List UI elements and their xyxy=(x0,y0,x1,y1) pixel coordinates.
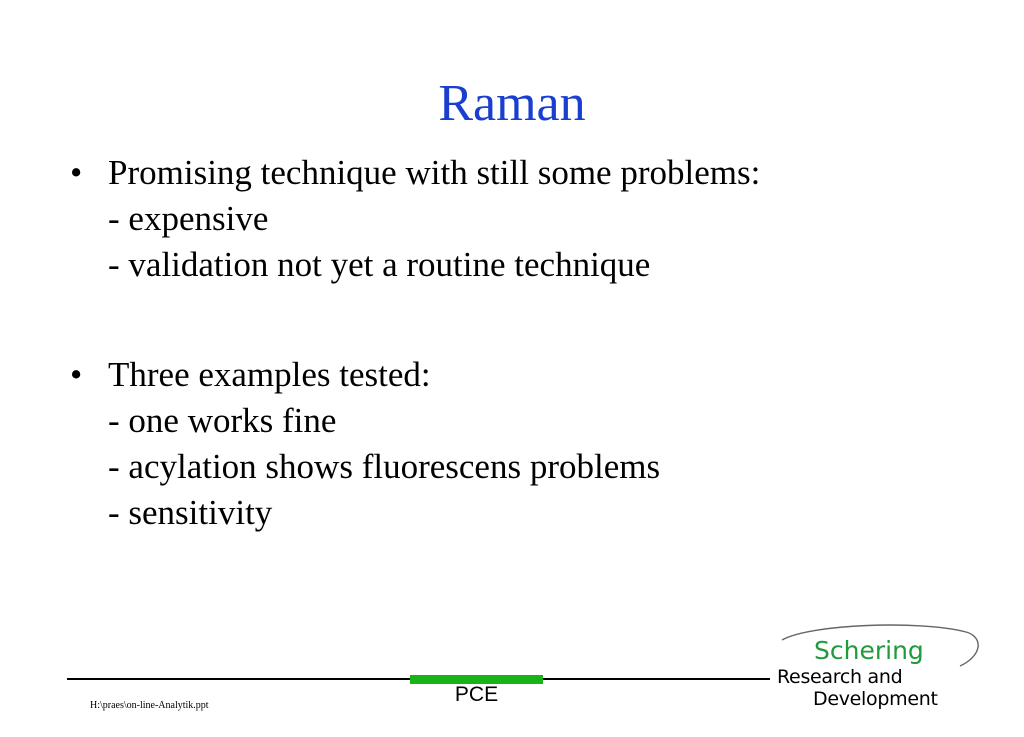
bullet-item xyxy=(70,352,990,536)
bullet-line: - expensive xyxy=(108,199,269,238)
bullet-marker: • xyxy=(70,153,83,192)
footer-file-path: H:\praes\on-line-Analytik.ppt xyxy=(90,700,209,711)
schering-logo xyxy=(770,622,984,714)
bullet-item xyxy=(70,150,990,288)
bullet-marker: • xyxy=(70,355,83,394)
logo-subtitle-line2: Development xyxy=(813,688,938,710)
slide-title: Raman xyxy=(438,75,586,132)
bullet-line: - acylation shows fluorescens problems xyxy=(108,447,661,486)
footer-label: PCE xyxy=(454,683,499,706)
bullet-line: - validation not yet a routine technique xyxy=(108,245,651,284)
logo-name: Schering xyxy=(814,636,924,665)
bullet-list xyxy=(70,150,990,536)
bullet-line: - one works fine xyxy=(108,401,337,440)
bullet-line: Three examples tested: xyxy=(108,355,431,394)
logo-subtitle-line1: Research and xyxy=(777,666,903,688)
bullet-line: Promising technique with still some problems: xyxy=(108,153,761,192)
bullet-line: - sensitivity xyxy=(108,493,273,532)
